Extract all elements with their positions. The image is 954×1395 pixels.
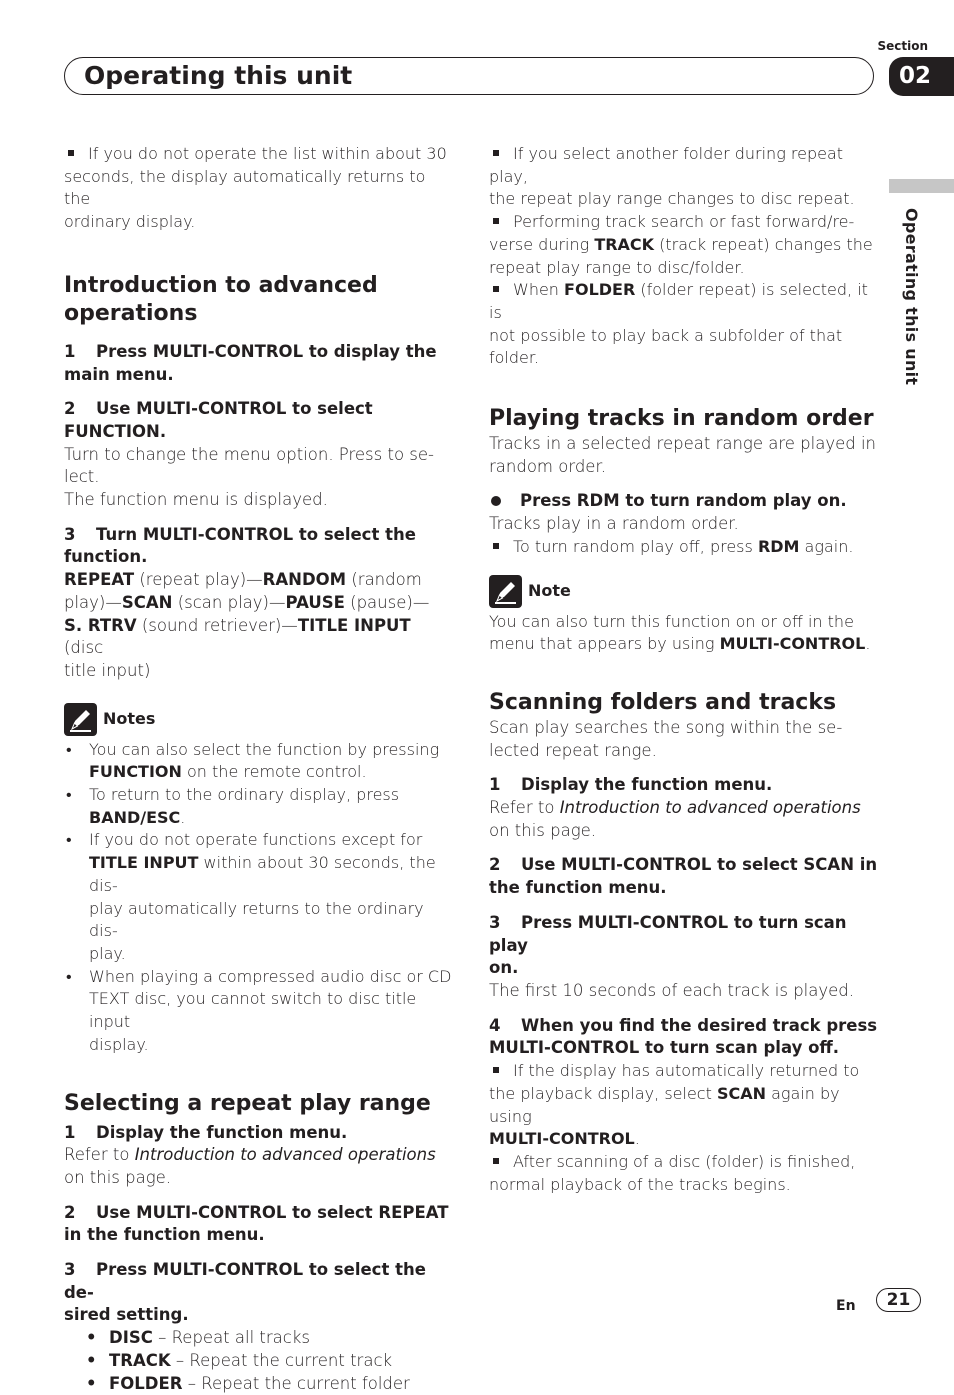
round-bullet-icon (491, 496, 501, 506)
section-label: Section (877, 39, 928, 53)
heading-random-order: Playing tracks in random order (489, 406, 874, 432)
note-label: Note (528, 580, 571, 600)
side-tab-label: Operating this unit (902, 208, 921, 386)
page-title: Operating this unit (84, 61, 353, 90)
list-item: • To return to the ordinary display, press BAND/ESC. (64, 784, 454, 829)
body-text: Tracks in a selected repeat range are played in (489, 434, 877, 454)
note-text: You can also turn this function on or off in the (489, 611, 854, 631)
body-text: lect. (64, 467, 100, 487)
body-text: random order. (489, 456, 606, 476)
step-2-cont: FUNCTION. (64, 421, 167, 441)
square-bullet-icon (493, 218, 499, 224)
body-text: Turn to change the menu option. Press to se- (64, 444, 434, 464)
scan-step-2-cont: the function menu. (489, 878, 667, 898)
body-text: Refer to Introduction to advanced operations (64, 1145, 436, 1165)
scan-step-3-cont: on. (489, 958, 519, 978)
note-text: menu that appears by using MULTI-CONTROL. (489, 634, 871, 654)
function-list: S. RTRV (sound retriever)—TITLE INPUT (disc (64, 615, 411, 658)
pencil-note-icon (64, 703, 97, 736)
body-text: repeat play range to disc/folder. (489, 257, 745, 277)
body-text: lected repeat range. (489, 740, 657, 760)
repeat-step-2: 2 Use MULTI-CONTROL to select REPEAT (64, 1202, 449, 1222)
repeat-step-2-cont: in the function menu. (64, 1225, 265, 1245)
body-text: To turn random play off, press RDM again. (489, 536, 879, 559)
list-item: • You can also select the function by pressing FUNCTION on the remote control. (64, 739, 454, 784)
side-tab-marker (889, 179, 954, 193)
notes-label: Notes (103, 708, 156, 728)
body-text: The function menu is displayed. (64, 490, 328, 510)
scan-step-4: 4 When you find the desired track press (489, 1015, 878, 1035)
page-number: 21 (876, 1288, 921, 1312)
note-text: ordinary display. (64, 212, 196, 232)
list-item: • When playing a compressed audio disc or CD TEXT disc, you cannot switch to disc title input display. (64, 966, 454, 1057)
body-text: Scan play searches the song within the se- (489, 717, 843, 737)
body-text: verse during TRACK (track repeat) changes the (489, 234, 873, 254)
heading-advanced-operations: Introduction to advanced operations (64, 272, 378, 326)
scan-step-1: 1 Display the function menu. (489, 775, 773, 795)
function-list: REPEAT (repeat play)—RANDOM (random (64, 570, 422, 590)
step-2: 2 Use MULTI-CONTROL to select (64, 399, 373, 419)
list-item: • FOLDER – Repeat the current folder (86, 1373, 410, 1393)
square-bullet-icon (493, 543, 499, 549)
body-text: on this page. (489, 820, 597, 840)
square-bullet-icon (68, 150, 74, 156)
notes-list (64, 739, 454, 1057)
body-text: Refer to Introduction to advanced operations (489, 798, 861, 818)
body-text: Tracks play in a random order. (489, 514, 739, 534)
list-item: • DISC – Repeat all tracks (86, 1328, 311, 1348)
body-text: folder. (489, 348, 540, 368)
language-label: En (836, 1298, 856, 1314)
note-text: seconds, the display automatically returns to the (64, 166, 426, 209)
left-column (64, 143, 454, 1395)
step-3-cont: function. (64, 547, 148, 567)
list-item: • TRACK – Repeat the current track (86, 1350, 393, 1370)
body-text: on this page. (64, 1167, 172, 1187)
step-3: 3 Turn MULTI-CONTROL to select the (64, 524, 416, 544)
body-text: not possible to play back a subfolder of that (489, 325, 843, 345)
random-step: Press RDM to turn random play on. (489, 490, 879, 513)
repeat-step-1: 1 Display the function menu. (64, 1122, 348, 1142)
heading-repeat-range: Selecting a repeat play range (64, 1090, 431, 1116)
body-text: the repeat play range changes to disc repeat. (489, 189, 855, 209)
note-header (489, 575, 879, 608)
body-text: The first 10 seconds of each track is played. (489, 980, 854, 1000)
scan-step-2: 2 Use MULTI-CONTROL to select SCAN in (489, 855, 878, 875)
body-text: MULTI-CONTROL. (489, 1129, 640, 1149)
function-list: play)—SCAN (scan play)—PAUSE (pause)— (64, 592, 430, 612)
scan-step-3: 3 Press MULTI-CONTROL to turn scan play (489, 912, 847, 955)
square-bullet-icon (493, 1158, 499, 1164)
repeat-options (64, 1327, 454, 1395)
right-column: If you select another folder during repeat play, the repeat play range changes to disc repeat. Performing track search or fast forward/re- verse during TRACK (track repeat) changes the repeat play range to disc/folder. When FOLDER (folder repeat) is selected, it is not possible to play back a subfolder of that folder. Playing tracks in random order Tracks in a selected repeat range are played in random order. Press RDM to turn random play on. Tracks play in a random order. To turn random play off, press RDM again. Note You can also turn this function on or off in the menu that appears by using MULTI-CONTROL. Scanning folders and tracks Scan play searches the song within the se- lected repeat range. 1 Display the function menu. Refer to Introduction to advanced operations on this page. 2 Use MULTI-CONTROL to select SCAN in the function menu. 3 Press MULTI-CONTROL to turn scan play on. The first 10 seconds of each track is played. 4 When you find the desired track press MULTI-CONTROL to turn scan play off. If the display has automatically returned to the playback display, select SCAN again by using MULTI-CONTROL. After scanning of a disc (folder) is finished, normal playback of the tracks begins. (489, 143, 879, 1196)
section-number: 02 (889, 57, 954, 96)
list-item: • If you do not operate functions except for TITLE INPUT within about 30 seconds, the dis- play automatically returns to the ordinary dis- play. (64, 829, 454, 965)
step-1: 1 Press MULTI-CONTROL to display the (64, 341, 437, 361)
repeat-step-3: 3 Press MULTI-CONTROL to select the de- (64, 1260, 426, 1302)
scan-step-4-cont: MULTI-CONTROL to turn scan play off. (489, 1038, 840, 1058)
notes-header (64, 703, 454, 736)
note-text: If you do not operate the list within about 30 (88, 144, 447, 163)
square-bullet-icon (493, 150, 499, 156)
square-bullet-icon (493, 1067, 499, 1073)
function-list: title input) (64, 660, 151, 680)
repeat-step-3-cont: sired setting. (64, 1305, 189, 1325)
body-text: the playback display, select SCAN again by using (489, 1083, 840, 1126)
heading-scanning: Scanning folders and tracks (489, 689, 837, 715)
step-1-cont: main menu. (64, 364, 174, 384)
square-bullet-icon (493, 286, 499, 292)
body-text: normal playback of the tracks begins. (489, 1174, 791, 1194)
pencil-note-icon (489, 575, 522, 608)
